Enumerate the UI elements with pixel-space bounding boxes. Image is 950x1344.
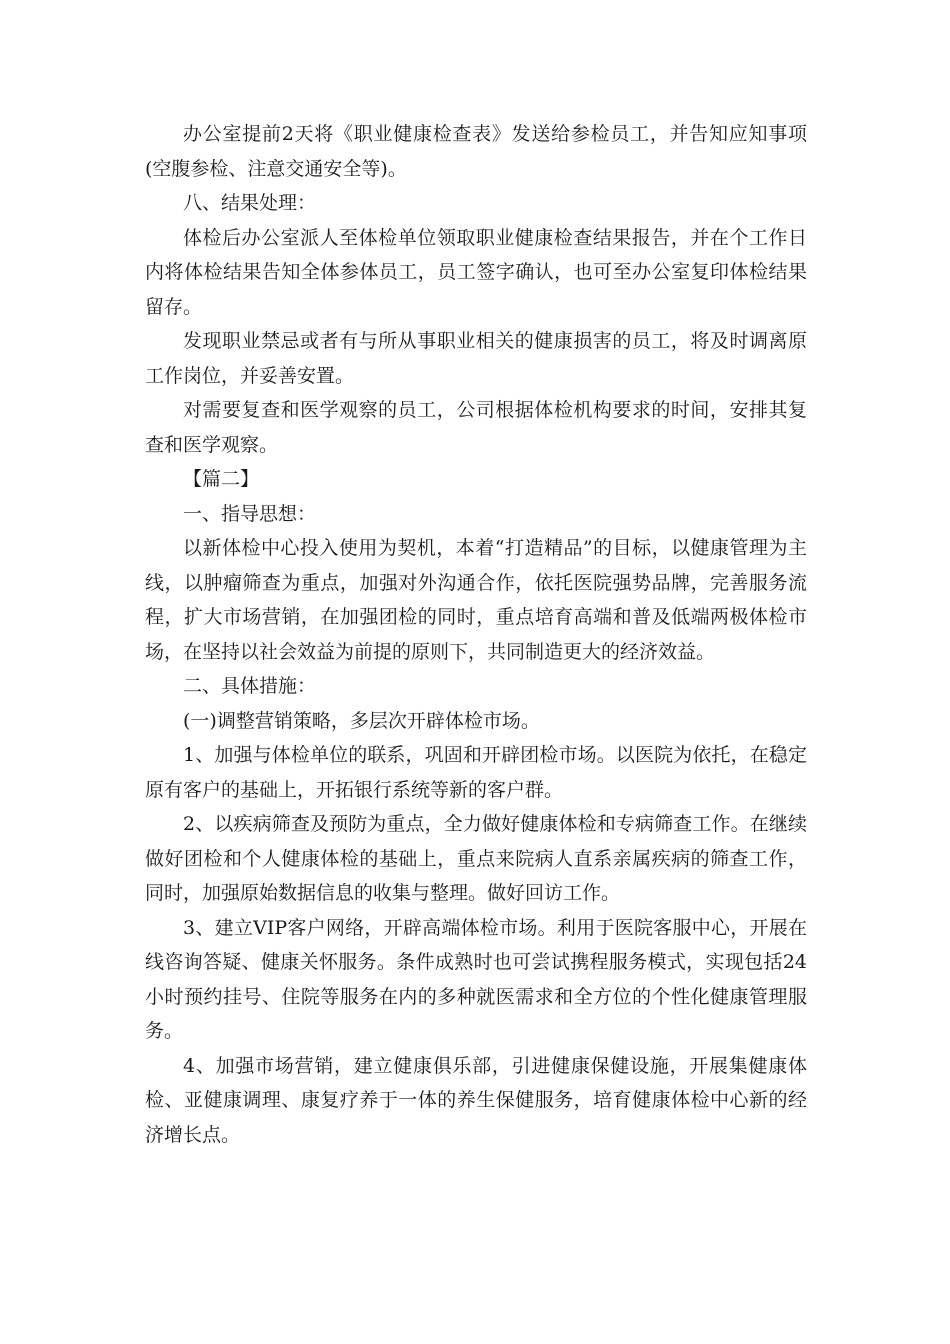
paragraph-ideology: 以新体检中心投入使用为契机，本着“打造精品”的目标，以健康管理为主线，以肿瘤筛查为重点，加强对外沟通合作，依托医院强势品牌，完善服务流程，扩大市场营销，在加强团检的同时，重点培育高端和普及低端两极体检市场，在坚持以社会效益为前提的原则下，共同制造更大的经济效益。	[145, 537, 807, 663]
document-body	[145, 117, 807, 1152]
paragraph-contraindication: 发现职业禁忌或者有与所从事职业相关的健康损害的员工，将及时调离原工作岗位，并妥善安置。	[145, 330, 807, 387]
list-item-measure-2: 2、以疾病筛查及预防为重点，全力做好健康体检和专病筛查工作。在继续做好团检和个人健康体检的基础上，重点来院病人直系亲属疾病的筛查工作，同时，加强原始数据信息的收集与整理。做好回访工作。	[145, 813, 807, 904]
paragraph-recheck: 对需要复查和医学观察的员工，公司根据体检机构要求的时间，安排其复查和医学观察。	[145, 399, 807, 456]
paragraph-notice: 办公室提前2天将《职业健康检查表》发送给参检员工，并告知应知事项(空腹参检、注意交通安全等)。	[145, 123, 807, 180]
heading-result-handling: 八、结果处理：	[183, 192, 317, 214]
list-item-measure-4: 4、加强市场营销，建立健康俱乐部，引进健康保健设施，开展集健康体检、亚健康调理、康复疗养于一体的养生保健服务，培育健康体检中心新的经济增长点。	[145, 1054, 807, 1146]
list-item-measure-1: 1、加强与体检单位的联系，巩固和开辟团检市场。以医院为依托，在稳定原有客户的基础上，开拓银行系统等新的客户群。	[145, 744, 807, 801]
list-item-measure-3: 3、建立VIP客户网络，开辟高端体检市场。利用于医院客服中心，开展在线咨询答疑、健康关怀服务。条件成熟时也可尝试携程服务模式，实现包括24小时预约挂号、住院等服务在内的多种就医需求和全方位的个性化健康管理服务。	[145, 916, 807, 1042]
heading-guiding-ideology: 一、指导思想：	[183, 502, 317, 525]
section-title-part-two: 【篇二】	[183, 468, 260, 490]
paragraph-result-report: 体检后办公室派人至体检单位领取职业健康检查结果报告，并在个工作日内将体检结果告知全体参体员工，员工签字确认，也可至办公室复印体检结果留存。	[145, 226, 807, 318]
subheading-marketing-strategy: (一)调整营销策略，多层次开辟体检市场。	[183, 709, 540, 732]
heading-specific-measures: 二、具体措施：	[183, 675, 317, 697]
